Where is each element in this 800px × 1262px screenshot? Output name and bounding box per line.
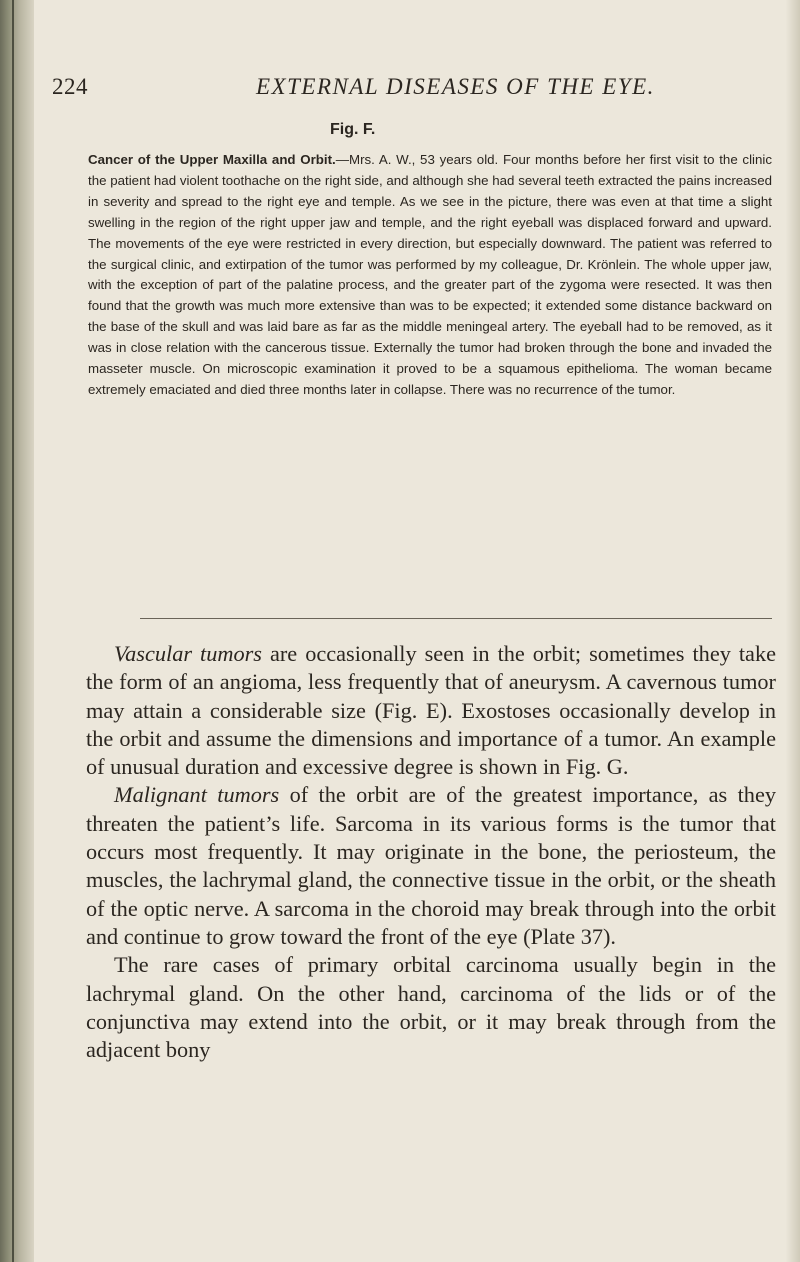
paragraph-text: of the orbit are of the greatest importance, as they threaten the patient’s life. Sarcoma in its various forms is the tumor that occurs most frequently. It may originate in the bone, the periosteum, the muscles, the lachrymal gland, the connective tissue in the orbit, or the sheath of the optic nerve. A sarcoma in the choroid may break through into the orbit and continue to grow toward the front of the eye (Plate 37). xyxy=(86,782,776,949)
case-description: —Mrs. A. W., 53 years old. Four months before her first visit to the clinic the patient had violent toothache on the right side, and although she had several teeth extracted the pains increased in severity and spread to the right eye and temple. As we see in the picture, there was even at that time a slight swelling in the region of the right upper jaw and temple, and the right eyeball was displaced forward and upward. The movements of the eye were restricted in every direction, but especially downward. The patient was referred to the surgical clinic, and extirpation of the tumor was performed by my colleague, Dr. Krönlein. The whole upper jaw, with the exception of part of the palatine process, and the greater part of the zygoma were resected. It was then found that the growth was much more extensive than was to be expected; it extended some distance backward on the base of the skull and was laid bare as far as the middle meningeal artery. The eyeball had to be removed, as it was in close relation with the cancerous tissue. Externally the tumor had broken through the bone and invaded the masseter muscle. On microscopic examination it proved to be a squamous epithelioma. The woman became extremely emaciated and died three months later in collapse. There was no recurrence of the tumor. xyxy=(88,152,772,397)
running-title: EXTERNAL DISEASES OF THE EYE. xyxy=(256,74,655,99)
paragraph-vascular-tumors xyxy=(86,640,776,781)
binding-edge-line xyxy=(12,0,14,1262)
figure-label: Fig. F. xyxy=(330,121,376,138)
term-vascular-tumors: Vascular tumors xyxy=(114,641,262,666)
figure-caption xyxy=(88,150,772,401)
paragraph-malignant-tumors xyxy=(86,781,776,951)
page-number: 224 xyxy=(52,74,88,99)
section-divider xyxy=(140,618,772,619)
paragraph-carcinoma: The rare cases of primary orbital carcinoma usually begin in the lachrymal gland. On the other hand, carcinoma of the lids or of the conjunctiva may extend into the orbit, or it may break through from the adjacent bony xyxy=(86,952,776,1063)
running-head xyxy=(52,74,772,114)
term-malignant-tumors: Malignant tumors xyxy=(114,782,280,808)
case-title: Cancer of the Upper Maxilla and Orbit. xyxy=(88,152,336,167)
book-page xyxy=(52,74,776,1063)
body-text xyxy=(86,640,776,1064)
binding-gutter xyxy=(0,0,34,1262)
paragraph-text: are occasionally seen in the orbit; sometimes they take the form of an angioma, less frequently that of aneurysm. A cavernous tumor may attain a considerable size (Fig. E). Exostoses occasionally develop in the orbit and assume the dimensions and importance of a tumor. An example of unusual duration and excessive degree is shown in Fig. G. xyxy=(86,641,776,780)
page-edge-shadow xyxy=(786,0,800,1262)
